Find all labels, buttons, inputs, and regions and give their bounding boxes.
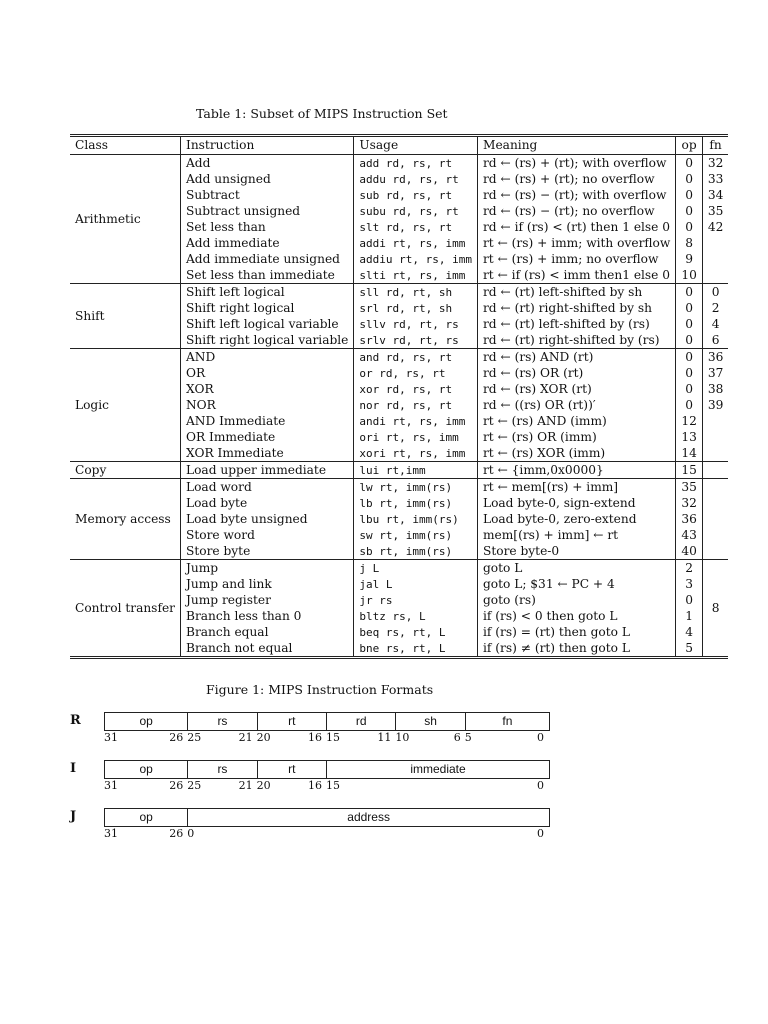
usage-cell: srlv rd, rt, rs xyxy=(354,332,478,349)
op-cell: 0 xyxy=(676,155,703,172)
fn-cell: 37 xyxy=(702,365,728,381)
fn-cell: 39 xyxy=(702,397,728,413)
instruction-cell: Branch not equal xyxy=(181,640,354,658)
usage-cell: beq rs, rt, L xyxy=(354,624,478,640)
format-field: rt xyxy=(258,713,327,730)
bit-label: 6 xyxy=(453,731,461,744)
format-letter: I xyxy=(70,761,77,776)
header-op: op xyxy=(676,136,703,155)
op-cell: 32 xyxy=(676,495,703,511)
bit-label: 0 xyxy=(187,827,195,840)
format-field: fn xyxy=(502,714,513,728)
meaning-cell: rd ← (rt) left-shifted by (rs) xyxy=(477,316,675,332)
op-cell: 3 xyxy=(676,576,703,592)
table-group xyxy=(70,479,728,560)
fn-cell xyxy=(702,429,728,445)
header-usage: Usage xyxy=(354,136,478,155)
table-row xyxy=(70,462,728,479)
table-group xyxy=(70,462,728,479)
meaning-cell: Load byte-0, zero-extend xyxy=(477,511,675,527)
op-cell: 9 xyxy=(676,251,703,267)
meaning-cell: goto L; $31 ← PC + 4 xyxy=(477,576,675,592)
meaning-cell: rd ← (rs) AND (rt) xyxy=(477,349,675,366)
meaning-cell: rd ← (rs) − (rt); with overflow xyxy=(477,187,675,203)
fn-cell: 42 xyxy=(702,219,728,235)
op-cell: 0 xyxy=(676,219,703,235)
fn-cell: 0 xyxy=(702,284,728,301)
meaning-cell: rt ← (rs) AND (imm) xyxy=(477,413,675,429)
format-field: address xyxy=(347,810,390,824)
fn-cell: 8 xyxy=(702,560,728,658)
table-row xyxy=(70,479,728,496)
mips-instruction-table xyxy=(70,134,728,659)
table-caption: Table 1: Subset of MIPS Instruction Set xyxy=(196,106,448,121)
instruction-cell: XOR xyxy=(181,381,354,397)
meaning-cell: rd ← (rt) right-shifted by sh xyxy=(477,300,675,316)
usage-cell: slt rd, rs, rt xyxy=(354,219,478,235)
usage-cell: xori rt, rs, imm xyxy=(354,445,478,462)
instruction-cell: Load byte xyxy=(181,495,354,511)
table-row xyxy=(70,284,728,301)
op-cell: 12 xyxy=(676,413,703,429)
instruction-cell: Set less than immediate xyxy=(181,267,354,284)
usage-cell: ori rt, rs, imm xyxy=(354,429,478,445)
usage-cell: bltz rs, L xyxy=(354,608,478,624)
op-cell: 0 xyxy=(676,365,703,381)
meaning-cell: goto (rs) xyxy=(477,592,675,608)
fn-cell xyxy=(702,251,728,267)
instruction-cell: Shift right logical xyxy=(181,300,354,316)
fn-cell xyxy=(702,511,728,527)
bit-positions xyxy=(104,731,548,745)
meaning-cell: if (rs) ≠ (rt) then goto L xyxy=(477,640,675,658)
table-group xyxy=(70,284,728,349)
instruction-cell: OR xyxy=(181,365,354,381)
meaning-cell: rd ← (rt) right-shifted by (rs) xyxy=(477,332,675,349)
usage-cell: jal L xyxy=(354,576,478,592)
instruction-cell: Branch equal xyxy=(181,624,354,640)
instruction-cell: AND Immediate xyxy=(181,413,354,429)
bit-label: 31 xyxy=(104,827,118,840)
bit-label: 5 xyxy=(464,731,472,744)
class-cell: Memory access xyxy=(75,511,171,526)
instruction-cell: OR Immediate xyxy=(181,429,354,445)
meaning-cell: rd ← (rs) − (rt); no overflow xyxy=(477,203,675,219)
fn-cell: 35 xyxy=(702,203,728,219)
instruction-cell: Add unsigned xyxy=(181,171,354,187)
bit-label: 26 xyxy=(169,731,184,744)
fn-cell: 6 xyxy=(702,332,728,349)
header-meaning: Meaning xyxy=(477,136,675,155)
op-cell: 10 xyxy=(676,267,703,284)
instruction-cell: NOR xyxy=(181,397,354,413)
bit-label: 16 xyxy=(308,779,322,792)
bit-label: 20 xyxy=(256,779,271,792)
instruction-cell: Subtract unsigned xyxy=(181,203,354,219)
meaning-cell: Load byte-0, sign-extend xyxy=(477,495,675,511)
meaning-cell: rt ← if (rs) < imm then1 else 0 xyxy=(477,267,675,284)
fn-cell xyxy=(702,413,728,429)
op-cell: 13 xyxy=(676,429,703,445)
fn-cell: 34 xyxy=(702,187,728,203)
table-row xyxy=(70,560,728,577)
usage-cell: lbu rt, imm(rs) xyxy=(354,511,478,527)
usage-cell: or rd, rs, rt xyxy=(354,365,478,381)
header-fn: fn xyxy=(702,136,728,155)
instruction-cell: Shift left logical variable xyxy=(181,316,354,332)
bit-positions xyxy=(104,827,548,841)
fn-cell xyxy=(702,462,728,479)
meaning-cell: if (rs) = (rt) then goto L xyxy=(477,624,675,640)
bit-label: 21 xyxy=(238,731,253,744)
class-cell: Copy xyxy=(75,462,107,477)
bit-label: 0 xyxy=(537,827,544,840)
usage-cell: subu rd, rs, rt xyxy=(354,203,478,219)
bit-label: 21 xyxy=(238,779,253,792)
fn-cell xyxy=(702,479,728,496)
meaning-cell: rd ← (rs) + (rt); no overflow xyxy=(477,171,675,187)
op-cell: 40 xyxy=(676,543,703,560)
meaning-cell: rt ← (rs) OR (imm) xyxy=(477,429,675,445)
instruction-cell: Shift left logical xyxy=(181,284,354,301)
figure-caption: Figure 1: MIPS Instruction Formats xyxy=(206,682,434,697)
bit-label: 26 xyxy=(169,779,184,792)
instruction-cell: Jump xyxy=(181,560,354,577)
fn-cell: 38 xyxy=(702,381,728,397)
usage-cell: sll rd, rt, sh xyxy=(354,284,478,301)
usage-cell: j L xyxy=(354,560,478,577)
bit-positions xyxy=(104,779,548,793)
bit-label: 31 xyxy=(104,731,118,744)
instruction-cell: Jump register xyxy=(181,592,354,608)
meaning-cell: rd ← if (rs) < (rt) then 1 else 0 xyxy=(477,219,675,235)
meaning-cell: rd ← (rs) XOR (rt) xyxy=(477,381,675,397)
fn-cell: 2 xyxy=(702,300,728,316)
bit-label: 26 xyxy=(169,827,184,840)
meaning-cell: rd ← (rs) + (rt); with overflow xyxy=(477,155,675,172)
instruction-cell: XOR Immediate xyxy=(181,445,354,462)
usage-cell: jr rs xyxy=(354,592,478,608)
usage-cell: addu rd, rs, rt xyxy=(354,171,478,187)
meaning-cell: rd ← ((rs) OR (rt))′ xyxy=(477,397,675,413)
fn-cell: 32 xyxy=(702,155,728,172)
bit-label: 0 xyxy=(537,731,544,744)
fn-cell: 33 xyxy=(702,171,728,187)
fn-cell: 36 xyxy=(702,349,728,366)
meaning-cell: rt ← mem[(rs) + imm] xyxy=(477,479,675,496)
instruction-cell: Add immediate unsigned xyxy=(181,251,354,267)
bit-label: 25 xyxy=(187,779,202,792)
usage-cell: lb rt, imm(rs) xyxy=(354,495,478,511)
meaning-cell: rd ← (rt) left-shifted by sh xyxy=(477,284,675,301)
meaning-cell: if (rs) < 0 then goto L xyxy=(477,608,675,624)
op-cell: 0 xyxy=(676,203,703,219)
op-cell: 0 xyxy=(676,187,703,203)
instruction-cell: Branch less than 0 xyxy=(181,608,354,624)
meaning-cell: Store byte-0 xyxy=(477,543,675,560)
instruction-cell: Load byte unsigned xyxy=(181,511,354,527)
instruction-cell: Store word xyxy=(181,527,354,543)
instruction-cell: Load upper immediate xyxy=(181,462,354,479)
format-field: rs xyxy=(188,713,257,730)
op-cell: 2 xyxy=(676,560,703,577)
format-field: op xyxy=(105,713,188,730)
fn-cell xyxy=(702,495,728,511)
fn-cell: 4 xyxy=(702,316,728,332)
op-cell: 1 xyxy=(676,608,703,624)
meaning-cell: goto L xyxy=(477,560,675,577)
usage-cell: sllv rd, rt, rs xyxy=(354,316,478,332)
usage-cell: srl rd, rt, sh xyxy=(354,300,478,316)
format-field: op xyxy=(105,761,188,778)
usage-cell: slti rt, rs, imm xyxy=(354,267,478,284)
op-cell: 0 xyxy=(676,349,703,366)
op-cell: 0 xyxy=(676,171,703,187)
fn-cell xyxy=(702,527,728,543)
usage-cell: lui rt,imm xyxy=(354,462,478,479)
meaning-cell: mem[(rs) + imm] ← rt xyxy=(477,527,675,543)
format-box xyxy=(104,712,550,731)
format-letter: J xyxy=(70,809,77,824)
usage-cell: xor rd, rs, rt xyxy=(354,381,478,397)
usage-cell: addiu rt, rs, imm xyxy=(354,251,478,267)
op-cell: 15 xyxy=(676,462,703,479)
op-cell: 0 xyxy=(676,592,703,608)
fn-cell xyxy=(702,235,728,251)
header-instruction: Instruction xyxy=(181,136,354,155)
table-row xyxy=(70,349,728,366)
format-field: immediate xyxy=(410,762,466,776)
table-group xyxy=(70,349,728,462)
header-class: Class xyxy=(70,136,181,155)
meaning-cell: rt ← (rs) XOR (imm) xyxy=(477,445,675,462)
instruction-cell: Load word xyxy=(181,479,354,496)
usage-cell: andi rt, rs, imm xyxy=(354,413,478,429)
op-cell: 8 xyxy=(676,235,703,251)
op-cell: 0 xyxy=(676,332,703,349)
op-cell: 0 xyxy=(676,284,703,301)
bit-label: 0 xyxy=(537,779,544,792)
op-cell: 0 xyxy=(676,300,703,316)
format-field: rd xyxy=(327,713,396,730)
instruction-cell: AND xyxy=(181,349,354,366)
bit-label: 20 xyxy=(256,731,271,744)
usage-cell: and rd, rs, rt xyxy=(354,349,478,366)
class-cell: Arithmetic xyxy=(75,211,141,226)
bit-label: 16 xyxy=(308,731,322,744)
usage-cell: sw rt, imm(rs) xyxy=(354,527,478,543)
bit-label: 11 xyxy=(377,731,392,744)
op-cell: 36 xyxy=(676,511,703,527)
bit-label: 15 xyxy=(326,731,340,744)
instruction-cell: Subtract xyxy=(181,187,354,203)
format-field: op xyxy=(105,809,188,826)
class-cell: Logic xyxy=(75,397,109,412)
usage-cell: add rd, rs, rt xyxy=(354,155,478,172)
table-header-row xyxy=(70,136,728,155)
usage-cell: addi rt, rs, imm xyxy=(354,235,478,251)
op-cell: 14 xyxy=(676,445,703,462)
instruction-cell: Store byte xyxy=(181,543,354,560)
fn-cell xyxy=(702,543,728,560)
bit-label: 15 xyxy=(326,779,340,792)
instruction-cell: Shift right logical variable xyxy=(181,332,354,349)
table-row xyxy=(70,155,728,172)
usage-cell: nor rd, rs, rt xyxy=(354,397,478,413)
bit-label: 31 xyxy=(104,779,118,792)
format-box xyxy=(104,808,550,827)
meaning-cell: rt ← (rs) + imm; no overflow xyxy=(477,251,675,267)
usage-cell: bne rs, rt, L xyxy=(354,640,478,658)
op-cell: 43 xyxy=(676,527,703,543)
format-field: sh xyxy=(396,713,465,730)
fn-cell xyxy=(702,267,728,284)
usage-cell: lw rt, imm(rs) xyxy=(354,479,478,496)
op-cell: 0 xyxy=(676,397,703,413)
op-cell: 0 xyxy=(676,316,703,332)
format-box xyxy=(104,760,550,779)
usage-cell: sub rd, rs, rt xyxy=(354,187,478,203)
instruction-cell: Jump and link xyxy=(181,576,354,592)
instruction-cell: Add immediate xyxy=(181,235,354,251)
class-cell: Shift xyxy=(75,308,105,323)
table-group xyxy=(70,155,728,284)
meaning-cell: rt ← (rs) + imm; with overflow xyxy=(477,235,675,251)
bit-label: 10 xyxy=(395,731,410,744)
op-cell: 0 xyxy=(676,381,703,397)
format-letter: R xyxy=(70,713,81,728)
op-cell: 4 xyxy=(676,624,703,640)
instruction-cell: Set less than xyxy=(181,219,354,235)
meaning-cell: rd ← (rs) OR (rt) xyxy=(477,365,675,381)
table-group xyxy=(70,560,728,658)
class-cell: Control transfer xyxy=(75,600,175,615)
instruction-cell: Add xyxy=(181,155,354,172)
fn-cell xyxy=(702,445,728,462)
usage-cell: sb rt, imm(rs) xyxy=(354,543,478,560)
op-cell: 35 xyxy=(676,479,703,496)
meaning-cell: rt ← {imm,0x0000} xyxy=(477,462,675,479)
bit-label: 25 xyxy=(187,731,202,744)
format-field: rs xyxy=(188,761,257,778)
format-field: rt xyxy=(258,761,327,778)
op-cell: 5 xyxy=(676,640,703,658)
